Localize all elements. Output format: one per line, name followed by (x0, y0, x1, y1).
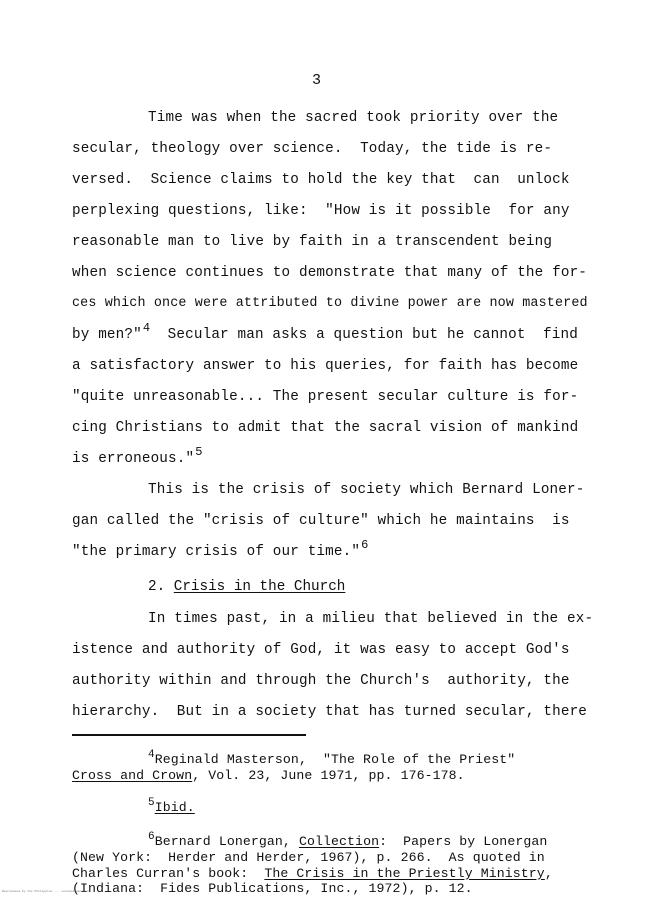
footnote-text: , (544, 866, 553, 881)
page-number: 3 (312, 72, 322, 89)
section-heading (148, 579, 345, 595)
footnote-text: : Papers by Lonergan (379, 834, 548, 849)
body-line: "quite unreasonable... The present secular culture is for- (72, 389, 579, 405)
body-line: versed. Science claims to hold the key that can unlock (72, 172, 570, 188)
body-line: secular, theology over science. Today, the tide is re- (72, 141, 553, 157)
footnote-text: Bernard Lonergan, (154, 834, 299, 849)
body-text: is erroneous." (72, 451, 195, 467)
body-line: This is the crisis of society which Bernard Loner- (148, 482, 585, 498)
body-line: In times past, in a milieu that believed in the ex- (148, 611, 594, 627)
footnote-source-title: Collection (298, 834, 380, 849)
footnote-4-line2 (72, 768, 465, 784)
footnote-text: , Vol. 23, June 1971, pp. 176-178. (192, 768, 465, 783)
body-line-with-footnote (72, 321, 578, 344)
footnote-5 (148, 797, 195, 817)
footnote-text: Charles Curran's book: (72, 866, 265, 881)
footnote-6-line1 (148, 831, 548, 851)
body-line: ces which once were attributed to divine power are now mastered (72, 296, 588, 311)
footnote-source-title: The Crisis in the Priestly Ministry (264, 866, 545, 881)
footnote-text: Reginald Masterson, "The Role of the Priest" (154, 752, 516, 767)
footnote-separator (72, 734, 306, 736)
footnote-mark: 5 (148, 797, 155, 809)
footnote-4-line1 (148, 749, 516, 769)
footnote-text: Ibid. (154, 800, 195, 815)
body-line: hierarchy. But in a society that has turned secular, there (72, 704, 588, 720)
body-line: reasonable man to live by faith in a transcendent being (72, 234, 553, 250)
body-text: Secular man asks a question but he cannot find (167, 327, 578, 343)
footnote-mark: 6 (148, 831, 155, 843)
footnote-ref-4: 4 (142, 321, 151, 335)
body-line: a satisfactory answer to his queries, for faith has become (72, 358, 579, 374)
section-number: 2. (148, 579, 166, 595)
body-line: istence and authority of God, it was easy to accept God's (72, 642, 570, 658)
footnote-6-line3 (72, 866, 553, 882)
section-title: Crisis in the Church (173, 579, 346, 595)
body-line: cing Christians to admit that the sacral vision of mankind (72, 420, 579, 436)
body-line: authority within and through the Church's authority, the (72, 673, 570, 689)
body-line: gan called the "crisis of culture" which he maintains is (72, 513, 570, 529)
footnote-source-title: Cross and Crown (72, 768, 193, 783)
body-line: perplexing questions, like: "How is it possible for any (72, 203, 570, 219)
footnote-ref-5: 5 (195, 445, 203, 459)
body-line: when science continues to demonstrate that many of the for- (72, 265, 588, 281)
body-line-with-footnote (72, 538, 369, 561)
scan-watermark: Reproduced by the Philippine ... scanned document (2, 890, 91, 893)
body-line-with-footnote (72, 445, 203, 468)
body-text: "the primary crisis of our time." (72, 544, 361, 560)
footnote-6-line4: (Indiana: Fides Publications, Inc., 1972), p. 12. (72, 881, 473, 896)
footnote-ref-6: 6 (361, 538, 369, 552)
footnote-mark: 4 (148, 749, 155, 761)
body-text: by men?" (72, 327, 142, 343)
body-line: Time was when the sacred took priority over the (148, 110, 559, 126)
footnote-6-line2: (New York: Herder and Herder, 1967), p. 266. As quoted in (72, 850, 545, 865)
